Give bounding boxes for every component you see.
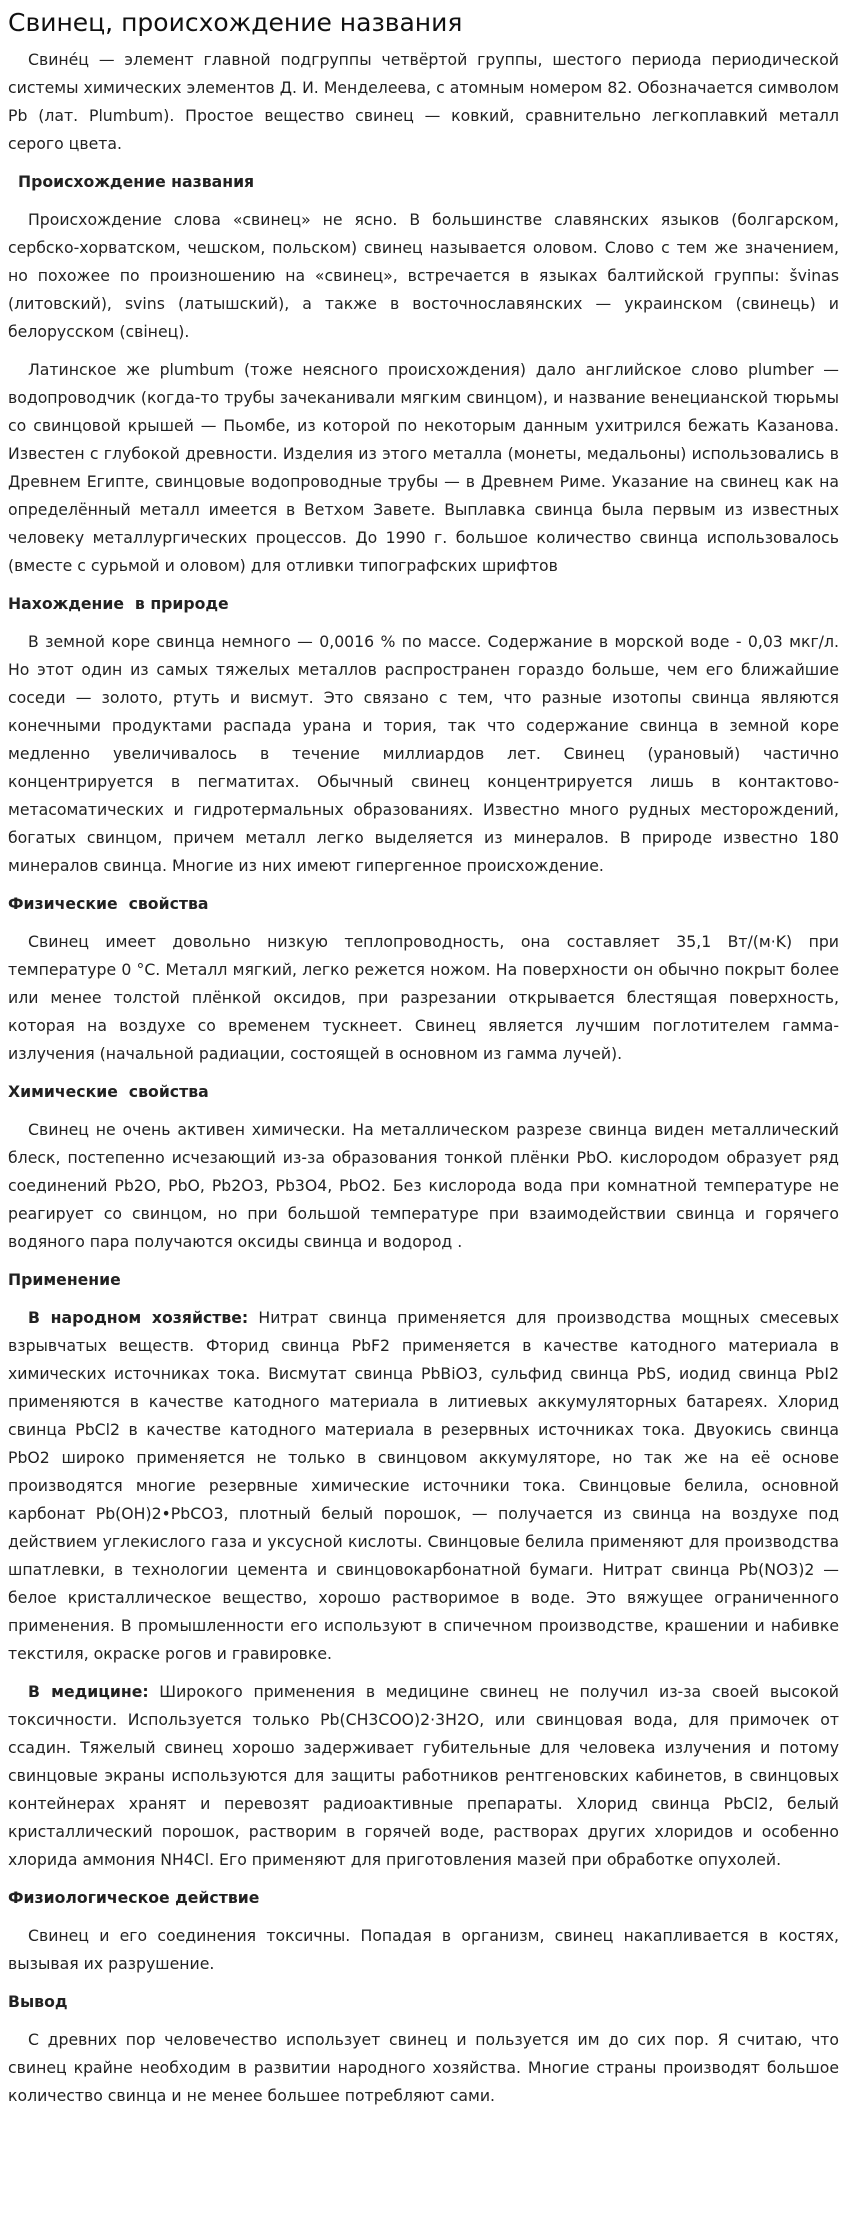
heading-nature: Нахождение в природе <box>8 594 229 613</box>
physiology-paragraph: Свинец и его соединения токсичны. Попадая в организм, свинец накапливается в костях, вызывая их разрушение. <box>8 1926 839 1973</box>
nature-paragraph: В земной коре свинца немного — 0,0016 % по массе. Содержание в морской воде - 0,03 мкг/л. Но этот один из самых тяжелых металлов распространен гораздо больше, чем его ближайшие соседи — золото, ртуть и висмут. Это связано с тем, что разные изотопы свинца являются конечными продуктами распада урана и тория, так что содержание свинца в земной коре медленно увеличивалось в течение миллиардов лет. Свинец (урановый) частично концентрируется в пегматитах. Обычный свинец концентрируется лишь в контактово-метасоматических и гидротермальных образованиях. Известно много рудных месторождений, богатых свинцом, причем металл легко выделяется из минералов. В природе известно 180 минералов свинца. Многие из них имеют гипергенное происхождение. <box>8 632 839 875</box>
conclusion-paragraph: С древних пор человечество использует свинец и пользуется им до сих пор. Я считаю, что свинец крайне необходим в развитии народного хозяйства. Многие страны производят большое количество свинца и не менее большее потребляют сами. <box>8 2030 839 2105</box>
economy-label: В народном хозяйстве: <box>28 1308 249 1327</box>
heading-physiology: Физиологическое действие <box>8 1888 260 1907</box>
medicine-text: Широкого применения в медицине свинец не получил из-за своей высокой токсичности. Используется только Pb(CH3COO)2·3H2O, или свинцовая вода, для примочек от ссадин. Тяжелый свинец хорошо задерживает губительные для человека излучения и потому свинцовые экраны используются для защиты работников рентгеновских кабинетов, в свинцовых контейнерах хранят и перевозят радиоактивные препараты. Хлорид свинца PbCl2, белый кристаллический порошок, растворим в горячей воде, растворах других хлоридов и особенно хлорида аммония NH4Cl. Его применяют для приготовления мазей при обработке опухолей. <box>8 1682 839 1869</box>
application-economy-paragraph <box>8 1304 839 1668</box>
economy-text: Нитрат свинца применяется для производства мощных смесевых взрывчатых веществ. Фторид свинца PbF2 применяется в качестве катодного материала в химических источниках тока. Висмутат свинца PbBiO3, сульфид свинца PbS, иодид свинца PbI2 применяются в качестве катодного материала в литиевых аккумуляторных батареях. Хлорид свинца PbCl2 в качестве катодного материала в резервных источниках тока. Двуокись свинца PbO2 широко применяется не только в свинцовом аккумуляторе, но так же на её основе производятся многие резервные химические источники тока. Свинцовые белила, основной карбонат Pb(OH)2•PbCO3, плотный белый порошок, — получается из свинца на воздухе под действием углекислого газа и уксусной кислоты. Свинцовые белила применяют для производства шпатлевки, в технологии цемента и свинцовокарбонатной бумаги. Нитрат свинца Pb(NO3)2 — белое кристаллическое вещество, хорошо растворимое в воде. Это вяжущее ограниченного применения. В промышленности его используют в спичечном производстве, крашении и набивке текстиля, окраске рогов и гравировке. <box>8 1308 839 1663</box>
physical-paragraph: Свинец имеет довольно низкую теплопроводность, она составляет 35,1 Вт/(м·K) при температуре 0 °C. Металл мягкий, легко режется ножом. На поверхности он обычно покрыт более или менее толстой плёнкой оксидов, при разрезании открывается блестящая поверхность, которая на воздухе со временем тускнеет. Свинец является лучшим поглотителем гамма-излучения (начальной радиации, состоящей в основном из гамма лучей). <box>8 932 839 1063</box>
heading-application: Применение <box>8 1270 121 1289</box>
intro-paragraph: Свинéц — элемент главной подгруппы четвёртой группы, шестого периода периодической системы химических элементов Д. И. Менделеева, с атомным номером 82. Обозначается символом Pb (лат. Plumbum). Простое вещество свинец — ковкий, сравнительно легкоплавкий металл серого цвета. <box>8 50 839 153</box>
heading-physical: Физические свойства <box>8 894 209 913</box>
medicine-label: В медицине: <box>28 1682 149 1701</box>
heading-chemical: Химические свойства <box>8 1082 209 1101</box>
origin-paragraph-1: Происхождение слова «свинец» не ясно. В большинстве славянских языков (болгарском, сербско-хорватском, чешском, польском) свинец называется оловом. Слово с тем же значением, но похожее по произношению на «свинец», встречается в языках балтийской группы: švinas (литовский), svins (латышский), а также в восточнославянских — украинском (свинець) и белорусском (свінец). <box>8 210 839 341</box>
heading-conclusion: Вывод <box>8 1992 68 2011</box>
origin-paragraph-2: Латинское же plumbum (тоже неясного происхождения) дало английское слово plumber — водопроводчик (когда-то трубы зачеканивали мягким свинцом), и название венецианской тюрьмы со свинцовой крышей — Пьомбе, из которой по некоторым данным ухитрился бежать Казанова. Известен с глубокой древности. Изделия из этого металла (монеты, медальоны) использовались в Древнем Египте, свинцовые водопроводные трубы — в Древнем Риме. Указание на свинец как на определённый металл имеется в Ветхом Завете. Выплавка свинца была первым из известных человеку металлургических процессов. До 1990 г. большое количество свинца использовалось (вместе с сурьмой и оловом) для отливки типографских шрифтов <box>8 360 839 575</box>
page-title: Свинец, происхождение названия <box>8 8 463 37</box>
heading-origin: Происхождение названия <box>18 172 255 191</box>
application-medicine-paragraph <box>8 1678 839 1874</box>
chemical-paragraph: Свинец не очень активен химически. На металлическом разрезе свинца виден металлический блеск, постепенно исчезающий из-за образования тонкой плёнки PbO. кислородом образует ряд соединений Pb2O, PbO, Pb2O3, Pb3O4, PbO2. Без кислорода вода при комнатной температуре не реагирует со свинцом, но при большой температуре при взаимодействии свинца и горячего водяного пара получаются оксиды свинца и водород . <box>8 1120 839 1251</box>
